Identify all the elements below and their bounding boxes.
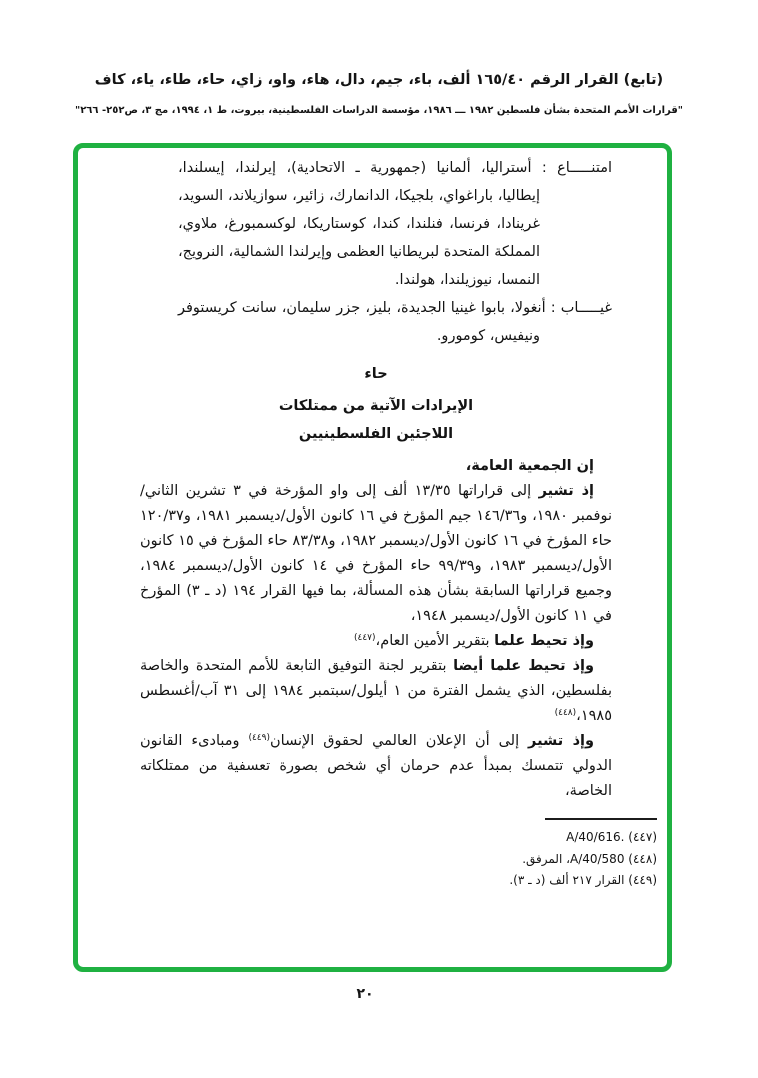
text-run: بتقرير لجنة التوفيق التابعة للأمم المتحدة والخاصة بفلسطين، الذي يشمل الفترة من ١ أيلول/سبتمبر ١٩٨٤ إلى ٣١ آب/أغسطس ١٩٨٥، xyxy=(140,658,612,724)
section-letter: حاء xyxy=(364,366,388,382)
text-run: إلى قراراتها ١٣/٣٥ ألف إلى واو المؤرخة في ٣ تشرين الثاني/نوفمبر ١٩٨٠، و١٤٦/٣٦ جيم المؤرخ في ١٦ كانون الأول/ديسمبر ١٩٨١، و١٢٠/٣٧ حاء المؤرخ في ١٦ كانون الأول/ديسمبر ١٩٨٢، و٨٣/٣٨ حاء المؤرخ في ١٥ كانون الأول/ديسمبر ١٩٨٣، و٩٩/٣٩ حاء المؤرخ في ١٤ كانون الأول/ديسمبر ١٩٨٤، وجميع قراراتها السابقة بشأن هذه المسألة، بما فيها القرار ١٩٤ (د ـ ٣) المؤرخ في ١١ كانون الأول/ديسمبر ١٩٤٨، xyxy=(140,483,613,624)
vote-row: امتنـــــاع : أستراليا، ألمانيا (جمهورية ـ الاتحادية)، إيرلندا، إيسلندا، إيطاليا، باراغواي، بلجيكا، الدانمارك، زائير، سوازيلاند، السويد، غرينادا، فرنسا، فنلندا، كندا، كوستاريكا، لوكسمبورغ، ملاوي، المملكة المتحدة لبريطانيا العظمى وإيرلندا الشمالية، النرويج، النمسا، نيوزيلندا، هولندا. xyxy=(178,160,612,288)
text-run: إذ تشير xyxy=(538,483,594,499)
text-run: بتقرير الأمين العام، xyxy=(375,633,495,649)
green-highlight-box xyxy=(73,143,672,972)
text-run: ومبادىء القانون الدولي تتمسك بمبدأ عدم حرمان أي شخص بصورة تعسفية من ممتلكاته الخاصة، xyxy=(140,733,612,799)
resolution-paragraph xyxy=(140,629,612,654)
text-run: وإذ تحيط علما xyxy=(494,633,594,649)
vote-label: غيـــــاب : xyxy=(550,300,612,316)
document-source-citation: "قرارات الأمم المتحدة بشأن فلسطين ١٩٨٢ ـــ ١٩٨٦، مؤسسة الدراسات الفلسطينية، بيروت، ط ١، ١٩٩٤، مج ٣، ص٢٥٢- ٢٦٦" xyxy=(74,105,684,116)
text-run: وإذ تحيط علما أيضا xyxy=(453,658,595,674)
footnote-item xyxy=(140,849,657,871)
footnote-number: (٤٤٨) xyxy=(628,851,657,866)
footnote-text: ، المرفق. xyxy=(522,851,570,866)
vote-row: غيـــــاب : أنغولا، بابوا غينيا الجديدة، بليز، جزر سليمان، سانت كريستوفر ونيفيس، كومورو. xyxy=(178,300,612,344)
footnote-item xyxy=(140,827,657,849)
resolution-paragraph xyxy=(140,454,612,479)
vote-label: امتنـــــاع : xyxy=(541,160,612,176)
footnote-separator xyxy=(545,818,657,820)
resolution-paragraph xyxy=(140,729,612,804)
page-number: ٢٠ xyxy=(356,986,374,1002)
resolution-paragraph xyxy=(140,654,612,729)
text-run: إن الجمعية العامة، xyxy=(465,458,594,474)
footnote-text: A/40/580 xyxy=(569,851,625,866)
resolution-paragraph xyxy=(140,479,612,629)
footnote-text: القرار ٢١٧ ألف (د ـ ٣). xyxy=(509,873,625,887)
section-title-line-2: اللاجئين الفلسطينيين xyxy=(298,426,454,442)
document-header-title: (تابع) القرار الرقم ١٦٥/٤٠ ألف، باء، جيم، دال، هاء، واو، زاي، حاء، طاء، ياء، كاف xyxy=(94,72,664,88)
section-heading xyxy=(140,360,612,448)
footnote-reference: (٤٤٧) xyxy=(353,633,376,643)
footnote-reference: (٤٤٩) xyxy=(248,733,270,743)
section-title-line-1: الإيرادات الآتية من ممتلكات xyxy=(278,398,474,414)
vote-list xyxy=(140,154,612,350)
footnote-number: (٤٤٧) xyxy=(628,830,657,844)
footnote-reference: (٤٤٨) xyxy=(554,708,577,718)
text-run: إلى أن الإعلان العالمي لحقوق الإنسان xyxy=(270,733,529,749)
resolution-body xyxy=(140,154,657,892)
text-run: وإذ تشير xyxy=(528,733,594,749)
footnotes xyxy=(140,818,657,892)
paragraph-list xyxy=(140,454,612,804)
footnote-item xyxy=(140,870,657,892)
footnote-list xyxy=(140,827,657,892)
footnote-text: A/40/616. xyxy=(566,830,625,844)
footnote-number: (٤٤٩) xyxy=(628,873,657,887)
